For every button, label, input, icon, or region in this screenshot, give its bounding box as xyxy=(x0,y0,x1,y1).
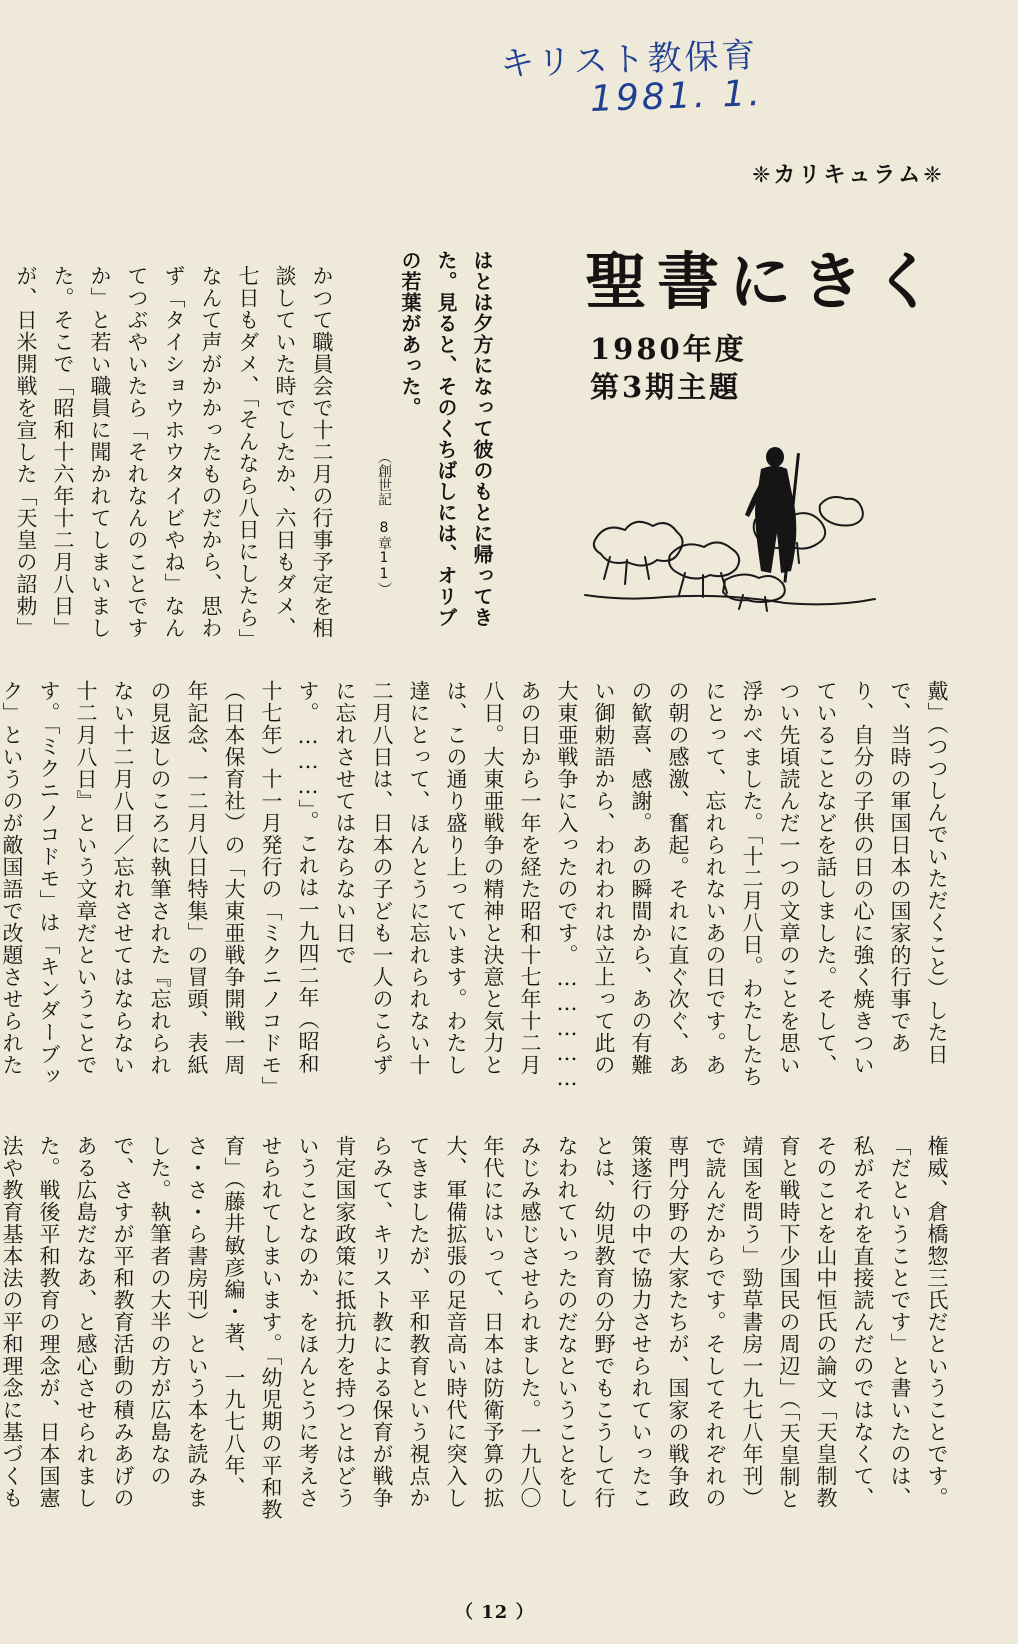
shepherd-with-sheep-illustration xyxy=(575,445,885,615)
body-paragraph-middle: 戴」（つつしんでいただくこと）した日で、当時の軍国日本の国家的行事であり、自分の子供の日の心に強く焼きついていることなどを話しました。そして、つい先頃読んだ一つの文章のことを思い浮かべました。「十二月八日。わたしたちにとって、忘れられないあの日です。あの朝の感激、奮起。それに直ぐ次ぐ、あの歓喜、感謝。あの瞬間から、あの有難い御勅語から、われわれは立上って此の大東亜戦争に入ったのです。……………あの日から一年を経た昭和十七年十二月八日。大東亜戦争の精神と決意と気力とは、この通り盛り上っています。わたし達にとって、ほんとうに忘れられない十二月八日は、日本の子ども一人のこらずに忘れさせてはならない日です。………」。これは一九四二年（昭和十七年）十一月発行の「ミクニノコドモ」（日本保育社）の「大東亜戦争開戦一周年記念、一二月八日特集」の冒頭、表紙の見返しのころに執筆された『忘れられない十二月八日／忘れさせてはならない十二月八日』という文章だということです。「ミクニノコドモ」は「キンダーブック」というのが敵国語で改題させられた xyxy=(0,680,949,1091)
subtitle-year: 1980年度 xyxy=(590,332,747,366)
article-title: 聖書にきく xyxy=(585,245,946,318)
body-paragraph-upper: かつて職員会で十二月の行事予定を相談していた時でしたか、六日もダメ、七日もダメ、「そんなら八日にしたら」なんて声がかかったものだから、思わず「タイショウホウタイビやね」なんてつぶやいたら「それなんのことですか」と若い職員に聞かれてしまいました。そこで「昭和十六年十二月八日」が、日米開戦を宣した「天皇の詔勅」 xyxy=(14,265,334,640)
section-label: ❈カリキュラム❈ xyxy=(752,163,945,188)
handwritten-note-date: 1981. 1. xyxy=(589,72,764,121)
article-subtitle xyxy=(590,330,890,406)
body-paragraph-lower: 権威、倉橋惣三氏だということです。「だということです」と書いたのは、私がそれを直接読んだのではなくて、そのことを山中恒氏の論文「天皇制教育と戦時下少国民の周辺」（「天皇制と靖国を問う」勁草書房一九七八年刊）で読んだからです。そしてそれぞれの専門分野の大家たちが、国家の戦争政策遂行の中で協力させられていったことは、幼児教育の分野でもこうして行なわれていったのだなということをしみじみ感じさせられました。一九八〇年代にはいって、日本は防衛予算の拡大、軍備拡張の足音高い時代に突入してきましたが、平和教育という視点からみて、キリスト教による保育が戦争肯定国家政策に抵抗力を持つとはどういうことなのか、をほんとうに考えさせられてしまいます。「幼児期の平和教育」（藤井敏彦編・著、一九七八年、さ・さ・ら書房刊）という本を読みました。執筆者の大半の方が広島なので、さすが平和教育活動の積みあげのある広島だなあ、と感心させられました。戦後平和教育の理念が、日本国憲法や教育基本法の平和理念に基づくも xyxy=(0,1135,949,1521)
handwritten-note-title: キリスト教保育 xyxy=(499,35,760,85)
subtitle-theme: 第3期主題 xyxy=(590,370,742,404)
scripture-verse: はとは夕方になって彼のもとに帰ってきた。見ると、そのくちばしには、オリブの若葉があった。 xyxy=(398,250,494,628)
page-number: （ 12 ） xyxy=(455,1602,535,1623)
scripture-citation: （創世記 8章11） xyxy=(376,450,392,596)
